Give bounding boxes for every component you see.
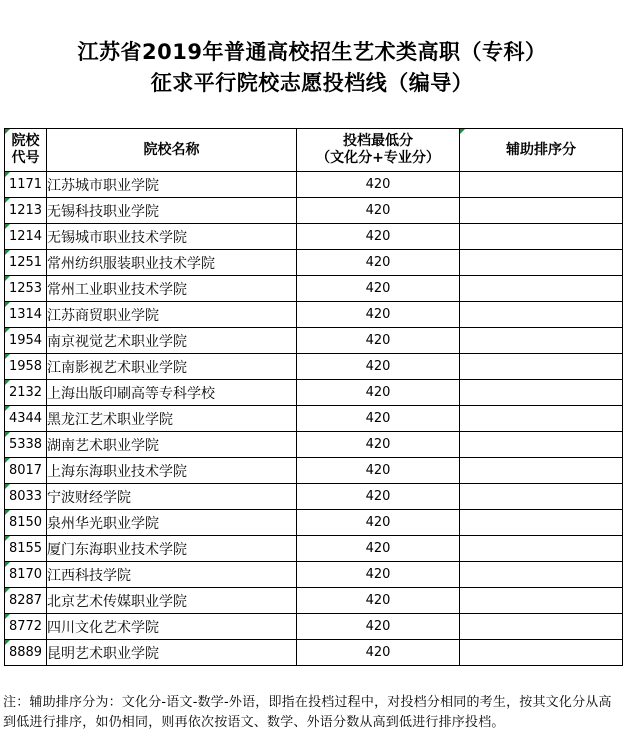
table-row (5, 380, 623, 406)
school-name-cell: 四川文化艺术学院 (47, 614, 297, 640)
aux-sort-score-cell (460, 458, 623, 484)
table-header-row (5, 129, 623, 172)
school-name-cell: 常州工业职业技术学院 (47, 276, 297, 302)
school-code-cell: 8033 (5, 484, 47, 510)
table-row (5, 198, 623, 224)
header-school-name: 院校名称 (47, 129, 297, 172)
school-code-cell: 8287 (5, 588, 47, 614)
table-row (5, 354, 623, 380)
min-score-cell: 420 (297, 172, 460, 198)
school-code-cell: 1253 (5, 276, 47, 302)
table-row (5, 432, 623, 458)
cell-marker-triangle (5, 510, 10, 515)
school-code-cell: 1314 (5, 302, 47, 328)
cell-marker-triangle (5, 640, 10, 645)
aux-sort-score-cell (460, 406, 623, 432)
school-name-cell: 湖南艺术职业学院 (47, 432, 297, 458)
footnote: 注：辅助排序分为：文化分-语文-数学-外语，即指在投档过程中，对投档分相同的考生，按其文化分从高到低进行排序，如仍相同，则再依次按语文、数学、外语分数从高到低进行排序投档。 (3, 695, 612, 730)
cell-marker-triangle (5, 458, 10, 463)
min-score-cell: 420 (297, 536, 460, 562)
aux-sort-score-cell (460, 354, 623, 380)
cell-marker-triangle (460, 129, 465, 134)
cell-marker-triangle (5, 588, 10, 593)
school-code-cell: 1213 (5, 198, 47, 224)
school-code-cell: 1954 (5, 328, 47, 354)
school-code-cell: 4344 (5, 406, 47, 432)
document-title-line1: 江苏省2019年普通高校招生艺术类高职（专科） (77, 40, 547, 64)
aux-sort-score-cell (460, 328, 623, 354)
school-code-cell: 8170 (5, 562, 47, 588)
school-code-cell: 8889 (5, 640, 47, 666)
header-min-score: 投档最低分 （文化分+专业分） (297, 129, 460, 172)
table-row (5, 562, 623, 588)
min-score-cell: 420 (297, 354, 460, 380)
min-score-cell: 420 (297, 640, 460, 666)
school-name-cell: 北京艺术传媒职业学院 (47, 588, 297, 614)
aux-sort-score-cell (460, 614, 623, 640)
min-score-cell: 420 (297, 198, 460, 224)
school-name-cell: 上海出版印刷高等专科学校 (47, 380, 297, 406)
admission-score-table (4, 128, 623, 666)
aux-sort-score-cell (460, 484, 623, 510)
cell-marker-triangle (5, 250, 10, 255)
school-name-cell: 江西科技学院 (47, 562, 297, 588)
aux-sort-score-cell (460, 588, 623, 614)
min-score-cell: 420 (297, 250, 460, 276)
min-score-cell: 420 (297, 588, 460, 614)
table-row (5, 172, 623, 198)
school-name-cell: 上海东海职业技术学院 (47, 458, 297, 484)
aux-sort-score-cell (460, 302, 623, 328)
aux-sort-score-cell (460, 276, 623, 302)
cell-marker-triangle (5, 198, 10, 203)
min-score-cell: 420 (297, 484, 460, 510)
min-score-cell: 420 (297, 432, 460, 458)
table-row (5, 536, 623, 562)
school-code-cell: 1251 (5, 250, 47, 276)
aux-sort-score-cell (460, 250, 623, 276)
school-name-cell: 宁波财经学院 (47, 484, 297, 510)
cell-marker-triangle (5, 129, 10, 134)
cell-marker-triangle (5, 328, 10, 333)
table-row (5, 224, 623, 250)
min-score-cell: 420 (297, 406, 460, 432)
school-code-cell: 1958 (5, 354, 47, 380)
school-code-cell: 5338 (5, 432, 47, 458)
table-row (5, 406, 623, 432)
aux-sort-score-cell (460, 172, 623, 198)
table-row (5, 250, 623, 276)
min-score-cell: 420 (297, 562, 460, 588)
aux-sort-score-cell (460, 640, 623, 666)
aux-sort-score-cell (460, 224, 623, 250)
aux-sort-score-cell (460, 562, 623, 588)
cell-marker-triangle (5, 276, 10, 281)
cell-marker-triangle (5, 614, 10, 619)
cell-marker-triangle (5, 484, 10, 489)
min-score-cell: 420 (297, 614, 460, 640)
table-row (5, 276, 623, 302)
cell-marker-triangle (5, 380, 10, 385)
school-name-cell: 江苏城市职业学院 (47, 172, 297, 198)
table-row (5, 614, 623, 640)
school-name-cell: 常州纺织服装职业技术学院 (47, 250, 297, 276)
table-row (5, 458, 623, 484)
cell-marker-triangle (5, 406, 10, 411)
cell-marker-triangle (5, 562, 10, 567)
min-score-cell: 420 (297, 276, 460, 302)
min-score-cell: 420 (297, 302, 460, 328)
header-aux-sort-score: 辅助排序分 (460, 129, 623, 172)
min-score-cell: 420 (297, 510, 460, 536)
school-code-cell: 2132 (5, 380, 47, 406)
aux-sort-score-cell (460, 198, 623, 224)
table-row (5, 328, 623, 354)
cell-marker-triangle (5, 302, 10, 307)
cell-marker-triangle (5, 224, 10, 229)
min-score-cell: 420 (297, 380, 460, 406)
aux-sort-score-cell (460, 432, 623, 458)
school-name-cell: 泉州华光职业学院 (47, 510, 297, 536)
school-name-cell: 厦门东海职业技术学院 (47, 536, 297, 562)
school-name-cell: 昆明艺术职业学院 (47, 640, 297, 666)
table-row (5, 588, 623, 614)
table-row (5, 510, 623, 536)
table-row (5, 484, 623, 510)
school-name-cell: 南京视觉艺术职业学院 (47, 328, 297, 354)
school-code-cell: 8772 (5, 614, 47, 640)
table-body (5, 172, 623, 666)
cell-marker-triangle (5, 354, 10, 359)
aux-sort-score-cell (460, 380, 623, 406)
school-code-cell: 8155 (5, 536, 47, 562)
aux-sort-score-cell (460, 510, 623, 536)
table-row (5, 640, 623, 666)
school-code-cell: 1171 (5, 172, 47, 198)
min-score-cell: 420 (297, 328, 460, 354)
school-code-cell: 8150 (5, 510, 47, 536)
document-title-line2: 征求平行院校志愿投档线（编导） (150, 71, 474, 95)
header-school-code: 院校 代号 (5, 129, 47, 172)
school-code-cell: 1214 (5, 224, 47, 250)
school-name-cell: 江南影视艺术职业学院 (47, 354, 297, 380)
min-score-cell: 420 (297, 224, 460, 250)
school-name-cell: 无锡城市职业技术学院 (47, 224, 297, 250)
school-name-cell: 江苏商贸职业学院 (47, 302, 297, 328)
cell-marker-triangle (5, 172, 10, 177)
table-row (5, 302, 623, 328)
cell-marker-triangle (5, 432, 10, 437)
min-score-cell: 420 (297, 458, 460, 484)
school-name-cell: 黑龙江艺术职业学院 (47, 406, 297, 432)
school-code-cell: 8017 (5, 458, 47, 484)
cell-marker-triangle (5, 536, 10, 541)
school-name-cell: 无锡科技职业学院 (47, 198, 297, 224)
aux-sort-score-cell (460, 536, 623, 562)
